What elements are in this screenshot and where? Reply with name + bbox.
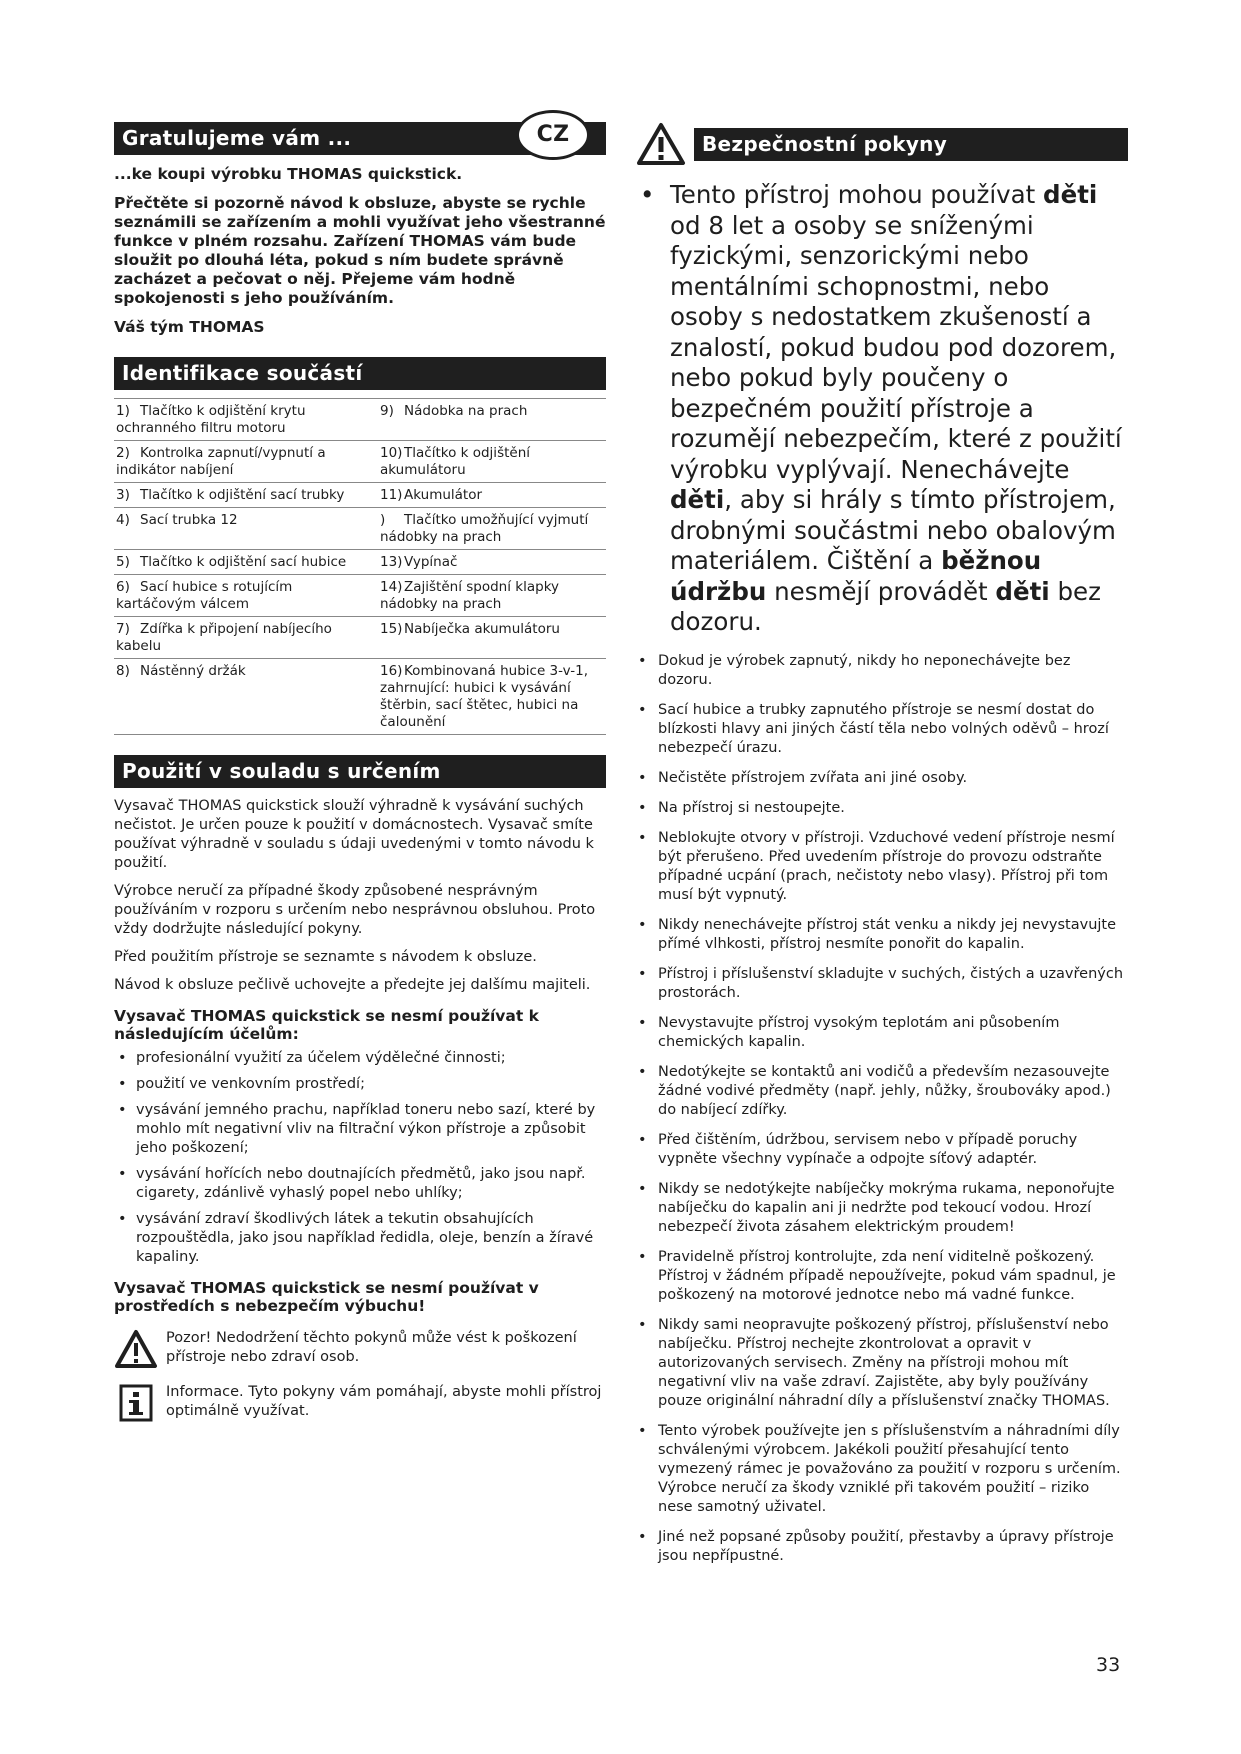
part-number: 1) [116, 403, 130, 419]
warning-text: , aby si hrály s tímto přístrojem, drobnými součástmi nebo obalovým materiálem. Čištění a [670, 485, 1116, 575]
use-paragraph: Výrobce neručí za případné škody způsobené nesprávným používáním v rozporu s určením nebo nesprávnou obsluhou. Proto vždy dodržujte následující pokyny. [114, 883, 596, 937]
part-number: 2) [116, 445, 130, 461]
table-row [114, 575, 606, 617]
part-number: 6) [116, 579, 130, 595]
intended-use-section [114, 755, 606, 1423]
children-warning-list [636, 180, 1128, 638]
safety-heading-row [636, 122, 1128, 166]
right-column [636, 122, 1128, 1577]
part-number: 15) [380, 621, 403, 637]
part-cell [114, 441, 378, 483]
intro-heading: Gratulujeme vám ... [122, 126, 352, 150]
part-number: 3) [116, 487, 130, 503]
use-paragraph: Před použitím přístroje se seznamte s návodem k obsluze. [114, 949, 537, 965]
info-notice [114, 1383, 606, 1423]
part-cell [378, 483, 606, 508]
warning-emphasis: děti [670, 485, 725, 514]
part-label: Akumulátor [404, 487, 483, 503]
part-cell [114, 550, 378, 575]
table-row [114, 617, 606, 659]
part-label: Zajištění spodní klapky nádobky na prach [380, 579, 560, 612]
list-item: • Dokud je výrobek zapnutý, nikdy ho neponechávejte bez dozoru. [636, 652, 1128, 690]
parts-section [114, 357, 606, 735]
table-row [114, 399, 606, 441]
intended-use-heading-bar [114, 755, 606, 788]
part-cell [378, 659, 606, 735]
part-cell [114, 659, 378, 735]
warning-text: od 8 let a osoby se sníženými fyzickými, senzorickými nebo mentálními schopnostmi, nebo osoby s nedostatkem zkušeností a znalostí, pokud budou pod dozorem, nebo pokud byly poučeny o bezpečném použití přístroje a rozumějí nebezpečím, které z použití výrobku vyplývají. Nenechávejte [670, 210, 1122, 484]
list-item: • Neblokujte otvory v přístroji. Vzduchové vedení přístroje nesmí být přerušeno. Před uvedením přístroje do provozu odstraňte případné ucpání (prach, nečistoty nebo vlasy). Přístroj při tom musí být vypnutý. [636, 829, 1128, 905]
part-label: Tlačítko umožňující vyjmutí nádobky na prach [380, 512, 589, 545]
part-label: Kontrolka zapnutí/vypnutí a indikátor nabíjení [116, 445, 326, 478]
part-number: 16) [380, 663, 403, 679]
prohibited-heading: Vysavač THOMAS quickstick se nesmí používat k následujícím účelům: [114, 1007, 539, 1043]
list-item: • vysávání zdraví škodlivých látek a tekutin obsahujících rozpouštědla, jako jsou například ředidla, oleje, benzín a žíravé kapaliny. [114, 1210, 606, 1267]
left-column [114, 122, 606, 1423]
part-label: Nabíječka akumulátoru [404, 621, 560, 637]
part-number: 9) [380, 403, 394, 419]
warning-text: Tento přístroj mohou používat [670, 180, 1044, 209]
part-number: 8) [116, 663, 130, 679]
info-note: Informace. Tyto pokyny vám pomáhají, abyste mohli přístroj optimálně využívat. [166, 1384, 602, 1419]
use-paragraph: Vysavač THOMAS quickstick slouží výhradně k vysávání suchých nečistot. Je určen pouze k použití v domácnostech. Vysavač smíte používat výhradně v souladu s údaji uvedenými v tomto návodu k použití. [114, 798, 594, 871]
part-label: Sací hubice s rotujícím kartáčovým válcem [116, 579, 293, 612]
part-number: 13) [380, 554, 403, 570]
intro-lead: ...ke koupi výrobku THOMAS quickstick. [114, 165, 463, 183]
part-cell [378, 441, 606, 483]
page-number: 33 [1096, 1654, 1121, 1676]
language-badge-label: CZ [536, 122, 570, 147]
use-paragraph: Návod k obsluze pečlivě uchovejte a předejte jej dalšímu majiteli. [114, 977, 591, 993]
part-label: Nádobka na prach [404, 403, 528, 419]
intended-use-heading: Použití v souladu s určením [122, 759, 441, 783]
intro-signature: Váš tým THOMAS [114, 318, 265, 336]
part-cell [378, 617, 606, 659]
intro-heading-bar [114, 122, 606, 155]
parts-heading: Identifikace součástí [122, 361, 363, 385]
prohibited-list [114, 1049, 606, 1267]
part-cell [378, 399, 606, 441]
part-label: Zdířka k připojení nabíjecího kabelu [116, 621, 332, 654]
part-cell [114, 483, 378, 508]
list-item: • profesionální využití za účelem výdělečné činnosti; [114, 1049, 606, 1068]
list-item: • Jiné než popsané způsoby použití, přestavby a úpravy přístroje jsou nepřípustné. [636, 1528, 1128, 1566]
part-number: 11) [380, 487, 403, 503]
warning-emphasis: děti [995, 576, 1050, 606]
info-icon [114, 1383, 158, 1423]
list-item: • Nikdy nenechávejte přístroj stát venku a nikdy jej nevystavujte přímé vlhkosti, přístroj nesmíte ponořit do kapalin. [636, 916, 1128, 954]
part-cell [114, 508, 378, 550]
list-item: • vysávání hořících nebo doutnajících předmětů, jako jsou např. cigarety, zdánlivě vyhaslý popel nebo uhlíky; [114, 1165, 606, 1203]
list-item: • Nedotýkejte se kontaktů ani vodičů a především nezasouvejte žádné vodivé předměty (např. jehly, nůžky, šroubováky apod.) do nabíjecí zdířky. [636, 1063, 1128, 1120]
list-item: • Před čištěním, údržbou, servisem nebo v případě poruchy vypněte všechny vypínače a odpojte síťový adaptér. [636, 1131, 1128, 1169]
list-item: • Nikdy sami neopravujte poškozený přístroj, příslušenství nebo nabíječku. Přístroj nechejte zkontrolovat a opravit v autorizovaných servisech. Změny na přístroji mohou mít negativní vliv na vaše zdraví. Zajistěte, aby byly používány pouze originální náhradní díly a příslušenství značky THOMAS. [636, 1316, 1128, 1411]
table-row [114, 659, 606, 735]
safety-list [636, 652, 1128, 1566]
warning-notice [114, 1329, 606, 1369]
children-warning [636, 180, 1128, 638]
part-label: Tlačítko k odjištění sací trubky [140, 487, 345, 503]
part-label: Tlačítko k odjištění krytu ochranného filtru motoru [116, 403, 306, 436]
parts-table [114, 398, 606, 735]
explosive-heading: Vysavač THOMAS quickstick se nesmí používat v prostředích s nebezpečím výbuchu! [114, 1279, 539, 1315]
part-number: 14) [380, 579, 403, 595]
part-label: Kombinovaná hubice 3-v-1, zahrnující: hubici k vysávání štěrbin, sací štětec, hubici na čalounění [380, 663, 589, 730]
list-item: • Nikdy se nedotýkejte nabíječky mokrýma rukama, neponořujte nabíječku do kapalin ani ji nedržte pod tekoucí vodou. Hrozí nebezpečí života zásahem elektrickým proudem! [636, 1180, 1128, 1237]
part-number: 5) [116, 554, 130, 570]
list-item: • Nevystavujte přístroj vysokým teplotám ani působením chemických kapalin. [636, 1014, 1128, 1052]
part-cell [114, 575, 378, 617]
part-cell [114, 617, 378, 659]
warning-emphasis: děti [1043, 180, 1098, 209]
intro-body: Přečtěte si pozorně návod k obsluze, abyste se rychle seznámili se zařízením a mohli využívat jeho všestranné funkce v plném rozsahu. Zařízení THOMAS vám bude sloužit po dlouhá léta, pokud s ním budete správně zacházet a pečovat o něj. Přejeme vám hodně spokojenosti s jeho používáním. [114, 194, 606, 307]
list-item: • vysávání jemného prachu, například toneru nebo sazí, které by mohlo mít negativní vliv na filtrační výkon přístroje a způsobit jeho poškození; [114, 1101, 606, 1158]
warning-triangle-icon [636, 122, 686, 166]
part-number: 7) [116, 621, 130, 637]
part-label: Tlačítko k odjištění akumulátoru [380, 445, 531, 478]
parts-heading-bar [114, 357, 606, 390]
warning-text: nesmějí provádět [766, 576, 996, 606]
table-row [114, 483, 606, 508]
part-label: Sací trubka 12 [140, 512, 238, 528]
safety-heading-bar [694, 128, 1128, 161]
language-badge [516, 110, 590, 160]
table-row [114, 508, 606, 550]
part-cell [378, 550, 606, 575]
table-row [114, 441, 606, 483]
list-item: • Tento výrobek používejte jen s příslušenstvím a náhradními díly schválenými výrobcem. Jakékoli použití přesahující tento vymezený rámec je považováno za použití v rozporu s určením. Výrobce neručí za škody vzniklé při takovém použití – riziko nese samotný uživatel. [636, 1422, 1128, 1517]
list-item: • Na přístroj si nestoupejte. [636, 799, 1128, 818]
table-row [114, 550, 606, 575]
part-number: 10) [380, 445, 403, 461]
warning-text: bez dozoru. [670, 576, 1101, 636]
warning-note: Pozor! Nedodržení těchto pokynů může vést k poškození přístroje nebo zdraví osob. [166, 1330, 577, 1365]
list-item: • Nečistěte přístrojem zvířata ani jiné osoby. [636, 769, 1128, 788]
part-label: Vypínač [404, 554, 458, 570]
part-number: 4) [116, 512, 130, 528]
part-number: ) [380, 512, 386, 528]
warning-emphasis: běžnou údržbu [670, 546, 1042, 606]
list-item: • Sací hubice a trubky zapnutého přístroje se nesmí dostat do blízkosti hlavy ani jiných částí těla nebo volných oděvů – hrozí nebezpečí úrazu. [636, 701, 1128, 758]
part-cell [378, 575, 606, 617]
part-cell [114, 399, 378, 441]
part-label: Nástěnný držák [140, 663, 246, 679]
part-label: Tlačítko k odjištění sací hubice [140, 554, 347, 570]
list-item: • použití ve venkovním prostředí; [114, 1075, 606, 1094]
list-item: • Přístroj i příslušenství skladujte v suchých, čistých a uzavřených prostorách. [636, 965, 1128, 1003]
safety-heading: Bezpečnostní pokyny [702, 131, 948, 156]
list-item: • Pravidelně přístroj kontrolujte, zda není viditelně poškozený. Přístroj v žádném případě nepoužívejte, pokud vám spadnul, je poškozený na motorové jednotce nebo má vadné funkce. [636, 1248, 1128, 1305]
part-cell [378, 508, 606, 550]
warning-triangle-icon [114, 1329, 158, 1369]
